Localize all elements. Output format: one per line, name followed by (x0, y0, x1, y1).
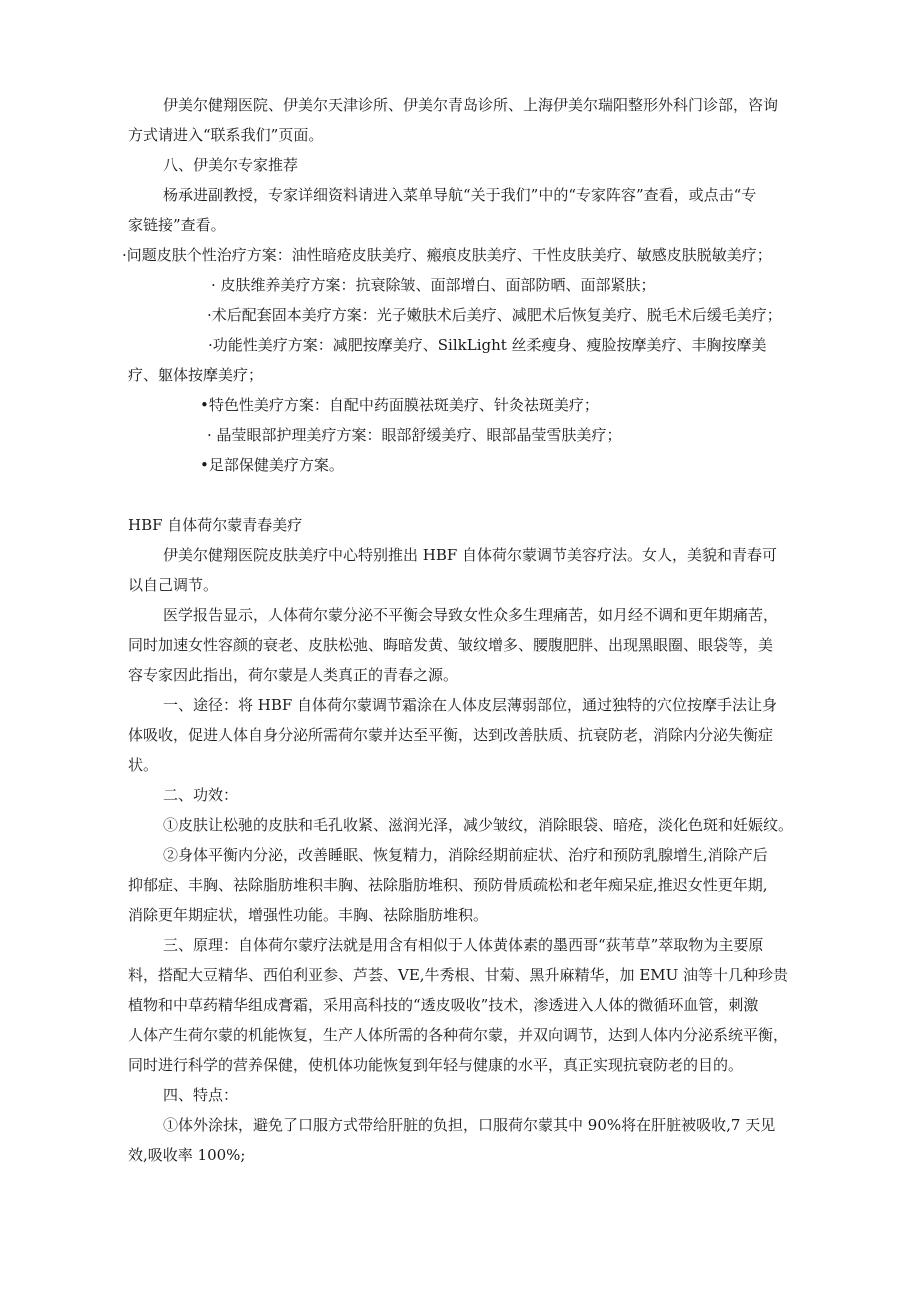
list-item: ·问题皮肤个性治疗方案：油性暗疮皮肤美疗、瘢痕皮肤美疗、干性皮肤美疗、敏感皮肤脱敏美疗； (122, 246, 772, 264)
hbf-paragraph-6-cont: 消除更年期症状，增强性功能。丰胸、祛除脂肪堆积。 (128, 906, 489, 924)
section-8-title: 八、伊美尔专家推荐 (163, 156, 299, 174)
hbf-paragraph-3-cont: 状。 (128, 756, 159, 774)
hbf-paragraph-4: 二、功效： (163, 786, 239, 804)
hbf-paragraph-2: 医学报告显示，人体荷尔蒙分泌不平衡会导致女性众多生理痛苦，如月经不调和更年期痛苦， (163, 606, 779, 624)
clinics-line-1: 伊美尔健翔医院、伊美尔天津诊所、伊美尔青岛诊所、上海伊美尔瑞阳整形外科门诊部，咨询 (163, 96, 779, 114)
hbf-paragraph-5: ①皮肤让松驰的皮肤和毛孔收紧、滋润光泽，减少皱纹，消除眼袋、暗疮，淡化色斑和妊娠纹。 (163, 816, 794, 834)
hbf-paragraph-1-cont: 以自己调节。 (128, 576, 219, 594)
hbf-paragraph-7-cont: 人体产生荷尔蒙的机能恢复，生产人体所需的各种荷尔蒙，并双向调节，达到人体内分泌系统平衡， (128, 1026, 789, 1044)
hbf-paragraph-7-cont: 料，搭配大豆精华、西伯利亚参、芦荟、VE,牛秀根、甘菊、黑升麻精华，加 EMU 油等十几种珍贵 (128, 966, 789, 984)
hbf-paragraph-2-cont: 同时加速女性容颜的衰老、皮肤松弛、晦暗发黄、皱纹增多、腰腹肥胖、出现黑眼圈、眼袋等，美 (128, 636, 774, 654)
clinics-paragraph (128, 90, 800, 120)
hbf-paragraph-1: 伊美尔健翔医院皮肤美疗中心特别推出 HBF 自体荷尔蒙调节美容疗法。女人，美貌和青春可 (163, 546, 778, 564)
list-item-continuation: 疗、躯体按摩美疗； (128, 366, 264, 384)
list-item: · 晶莹眼部护理美疗方案：眼部舒缓美疗、眼部晶莹雪肤美疗； (207, 426, 622, 444)
hbf-paragraph-9-cont: 效,吸收率 100%; (128, 1146, 246, 1164)
list-item: •足部保健美疗方案。 (200, 456, 344, 474)
hbf-paragraph-3-cont: 体吸收，促进人体自身分泌所需荷尔蒙并达至平衡，达到改善肤质、抗衰防老，消除内分泌失衡症 (128, 726, 774, 744)
section-spacer (128, 480, 800, 510)
clinics-paragraph-cont (128, 120, 800, 150)
list-item: ·功能性美疗方案：减肥按摩美疗、SilkLight 丝柔瘦身、瘦脸按摩美疗、丰胸按摩美 (208, 336, 767, 354)
hbf-paragraph-3: 一、途径：将 HBF 自体荷尔蒙调节霜涂在人体皮层薄弱部位，通过独特的穴位按摩手法让身 (163, 696, 778, 714)
list-item: ·术后配套固本美疗方案：光子嫩肤术后美疗、减肥术后恢复美疗、脱毛术后缓毛美疗； (207, 306, 782, 324)
expert-paragraph (128, 180, 800, 210)
clinics-line-2: 方式请进入“联系我们”页面。 (128, 126, 324, 144)
hbf-paragraph-7-cont: 植物和中草药精华组成膏霜，采用高科技的“透皮吸收”技术，渗透进入人体的微循环血管，刺激 (128, 996, 759, 1014)
expert-line-1: 杨承进副教授，专家详细资料请进入菜单导航“关于我们”中的“专家阵容”查看，或点击“专 (163, 186, 757, 204)
list-item: · 皮肤维养美疗方案：抗衰除皱、面部增白、面部防晒、面部紧肤； (211, 276, 656, 294)
hbf-paragraph-8: 四、特点： (163, 1086, 239, 1104)
list-item: •特色性美疗方案：自配中药面膜祛斑美疗、针灸祛斑美疗； (200, 396, 599, 414)
hbf-paragraph-7-cont: 同时进行科学的营养保健，使机体功能恢复到年轻与健康的水平，真正实现抗衰防老的目的。 (128, 1056, 744, 1074)
hbf-paragraph-9: ①体外涂抹，避免了口服方式带给肝脏的负担，口服荷尔蒙其中 90%将在肝脏被吸收,7 天见 (163, 1116, 776, 1134)
hbf-section-title: HBF 自体荷尔蒙青春美疗 (128, 516, 303, 534)
hbf-paragraph-6: ②身体平衡内分泌，改善睡眠、恢复精力，消除经期前症状、治疗和预防乳腺增生,消除产后 (163, 846, 768, 864)
document-body (122, 90, 800, 1170)
expert-paragraph-cont (128, 210, 800, 240)
hbf-paragraph-2-cont: 容专家因此指出，荷尔蒙是人类真正的青春之源。 (128, 666, 459, 684)
hbf-paragraph-7: 三、原理：自体荷尔蒙疗法就是用含有相似于人体黄体素的墨西哥“荻苇草”萃取物为主要原 (163, 936, 764, 954)
treatment-plan-list (122, 240, 800, 480)
expert-line-2: 家链接”查看。 (128, 216, 226, 234)
hbf-paragraph-6-cont: 抑郁症、丰胸、祛除脂肪堆积丰胸、祛除脂肪堆积、预防骨质疏松和老年痴呆症,推迟女性更年期, (128, 876, 768, 894)
